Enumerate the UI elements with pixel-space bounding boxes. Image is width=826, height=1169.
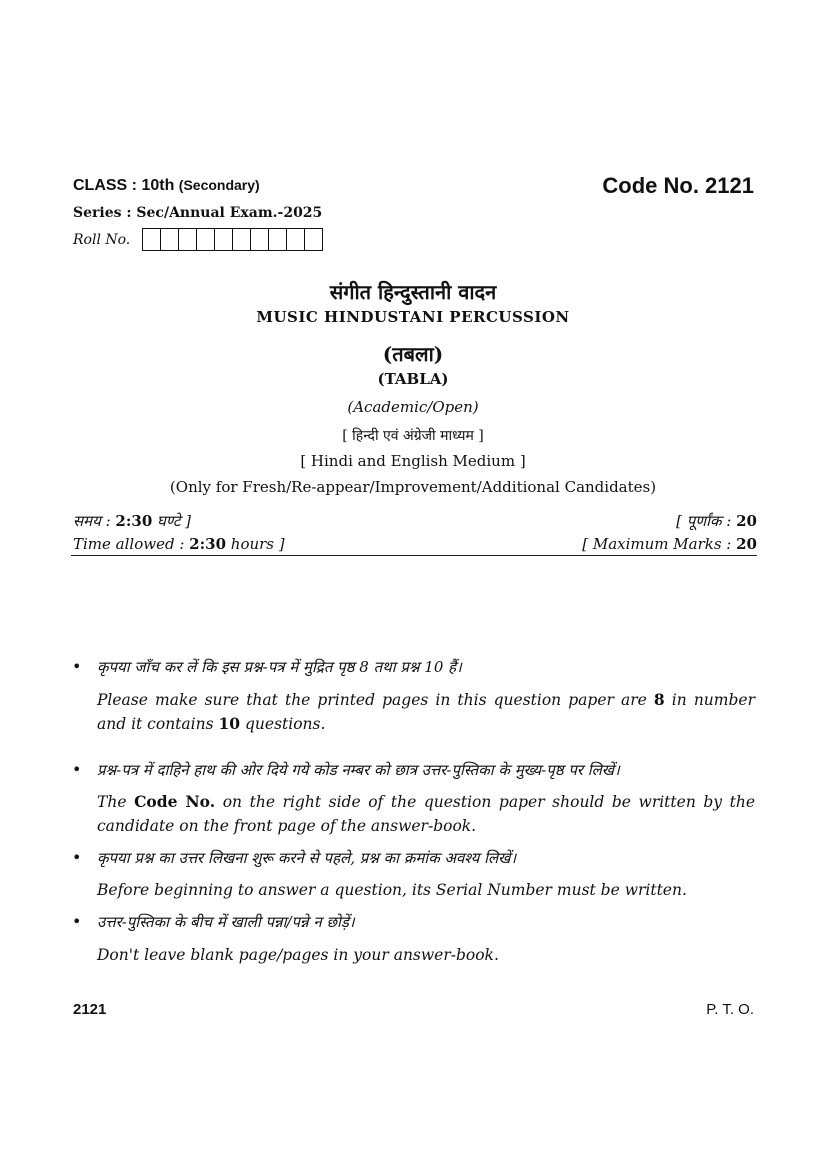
bullet-icon: •: [72, 912, 82, 931]
instruction-3-english: Before beginning to answer a question, its Serial Number must be written.: [97, 881, 687, 899]
roll-number-boxes[interactable]: [142, 228, 323, 251]
instruction-2-hindi: प्रश्न-पत्र में दाहिने हाथ की ओर दिये गये कोड नम्बर को छात्र उत्तर-पुस्तिका के मुख्य-पृष्ठ पर लिखें।: [97, 761, 620, 779]
instrument-title-english: (TABLA): [377, 370, 449, 388]
class-text: CLASS : 10th: [73, 177, 175, 194]
time-allowed-hindi: समय : 2:30 घण्टे ]: [73, 512, 192, 530]
footer-code: 2121: [73, 1001, 107, 1018]
roll-number-box[interactable]: [142, 228, 161, 251]
roll-number-box[interactable]: [160, 228, 179, 251]
bullet-icon: •: [72, 848, 82, 867]
footer-pto: P. T. O.: [706, 1001, 754, 1018]
roll-number-box[interactable]: [196, 228, 215, 251]
max-marks-hindi: [ पूर्णांक : 20: [676, 512, 757, 530]
code-number: Code No. 2121: [602, 173, 754, 198]
time-allowed-english: Time allowed : 2:30 hours ]: [73, 535, 285, 553]
instruction-1-english: Please make sure that the printed pages in this question paper are 8 in number and it contains 10 questions.: [97, 690, 755, 733]
max-marks-english: [ Maximum Marks : 20: [582, 535, 757, 553]
class-sub-text: (Secondary): [178, 177, 260, 193]
roll-number-box[interactable]: [304, 228, 323, 251]
stream-label: (Academic/Open): [347, 398, 479, 416]
instruction-1-hindi: कृपया जाँच कर लें कि इस प्रश्न-पत्र में मुद्रित पृष्ठ 8 तथा प्रश्न 10 हैं।: [97, 658, 462, 676]
roll-number-box[interactable]: [178, 228, 197, 251]
subject-title-hindi: संगीत हिन्दुस्तानी वादन: [329, 280, 497, 304]
subject-title-english: MUSIC HINDUSTANI PERCUSSION: [256, 308, 570, 326]
medium-hindi: [ हिन्दी एवं अंग्रेजी माध्यम ]: [342, 428, 484, 444]
roll-number-box[interactable]: [268, 228, 287, 251]
instrument-title-hindi: (तबला): [382, 342, 444, 366]
divider: [71, 555, 757, 556]
roll-number-box[interactable]: [214, 228, 233, 251]
bullet-icon: •: [72, 760, 82, 779]
roll-number-box[interactable]: [286, 228, 305, 251]
roll-number-box[interactable]: [250, 228, 269, 251]
medium-english: [ Hindi and English Medium ]: [300, 452, 526, 470]
class-label: [73, 177, 260, 195]
time-marks-row-hindi: [73, 511, 757, 531]
instruction-3-hindi: कृपया प्रश्न का उत्तर लिखना शुरू करने से पहले, प्रश्न का क्रमांक अवश्य लिखें।: [97, 849, 517, 867]
time-marks-row-english: [73, 535, 757, 553]
series-label: Series : Sec/Annual Exam.-2025: [73, 205, 323, 221]
candidates-note: (Only for Fresh/Re-appear/Improvement/Additional Candidates): [169, 478, 657, 496]
roll-number-box[interactable]: [232, 228, 251, 251]
instruction-4-english: Don't leave blank page/pages in your answer-book.: [97, 946, 499, 964]
instruction-2-english: The Code No. on the right side of the question paper should be written by the candidate on the front page of the answer-book.: [97, 792, 756, 835]
bullet-icon: •: [72, 657, 82, 676]
roll-number-label: Roll No.: [73, 232, 131, 248]
instruction-4-hindi: उत्तर-पुस्तिका के बीच में खाली पन्ना/पन्ने न छोड़ें।: [97, 913, 355, 931]
